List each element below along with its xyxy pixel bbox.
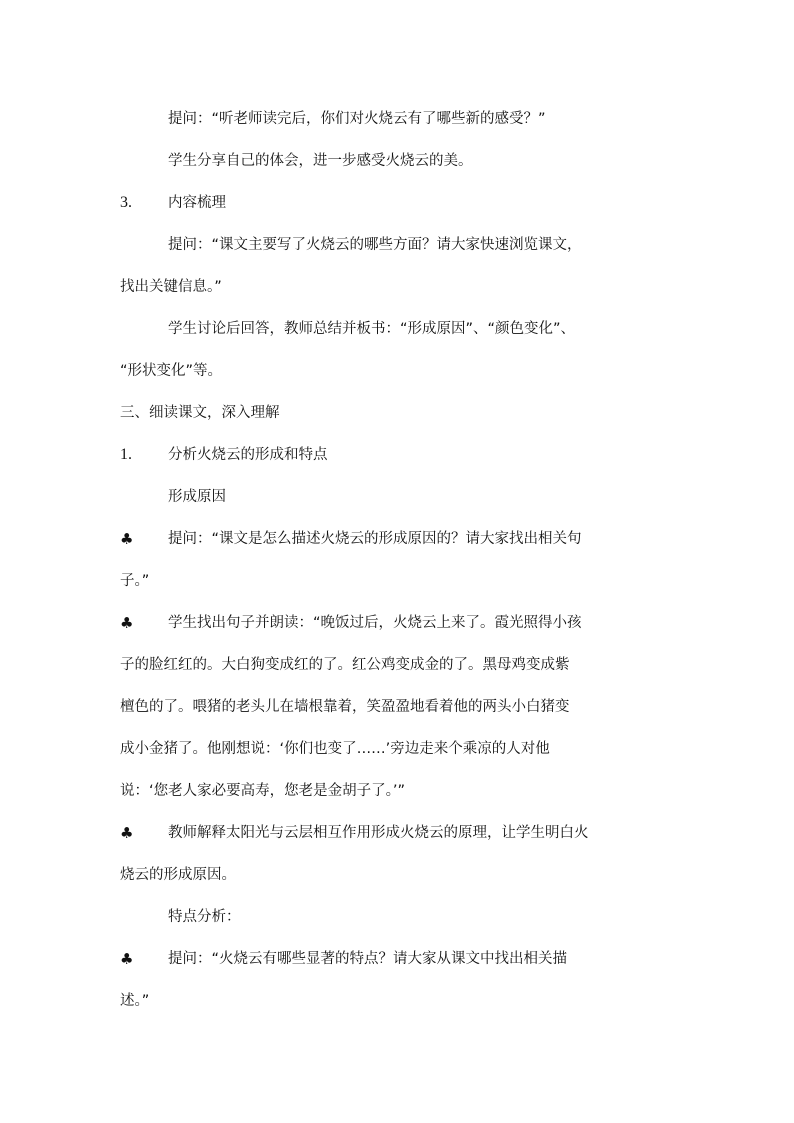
club-bullet-icon: ♣	[120, 950, 134, 968]
line-text: 子的脸红红的。大白狗变成红的了。红公鸡变成金的了。黑母鸡变成紫	[120, 657, 570, 673]
line-text: 成小金猪了。他刚想说：‘你们也变了……’旁边走来个乘凉的人对他	[120, 741, 550, 757]
line-text: 形成原因	[168, 489, 226, 505]
list-number: 3.	[120, 194, 132, 211]
list-number: 1.	[120, 446, 132, 463]
line-text: 子。”	[120, 573, 150, 589]
line-text: 提问：“火烧云有哪些显著的特点？请大家从课文中找出相关描	[168, 951, 568, 967]
club-bullet-icon: ♣	[120, 530, 134, 548]
line-text: 提问：“课文主要写了火烧云的哪些方面？请大家快速浏览课文，	[168, 237, 582, 253]
line-text: 分析火烧云的形成和特点	[168, 447, 328, 463]
line-text: 特点分析：	[168, 909, 241, 925]
line-text: 提问：“课文是怎么描述火烧云的形成原因的？请大家找出相关句	[168, 531, 582, 547]
line-text: 烧云的形成原因。	[120, 867, 236, 883]
line-text: 找出关键信息。”	[120, 279, 222, 295]
line-text: 教师解释太阳光与云层相互作用形成火烧云的原理，让学生明白火	[168, 825, 589, 841]
club-bullet-icon: ♣	[120, 614, 134, 632]
line-text: 内容梳理	[168, 195, 226, 211]
line-text: 说：‘您老人家必要高寿，您老是金胡子了。’”	[120, 783, 405, 799]
line-text: 学生找出句子并朗读：“晚饭过后，火烧云上来了。霞光照得小孩	[168, 615, 582, 631]
line-text: 述。”	[120, 993, 150, 1009]
line-text: 学生讨论后回答，教师总结并板书：“形成原因”、“颜色变化”、	[168, 321, 576, 337]
line-text: 提问：“听老师读完后，你们对火烧云有了哪些新的感受？”	[168, 111, 546, 127]
line-text: “形状变化”等。	[120, 363, 223, 379]
line-text: 檀色的了。喂猪的老头儿在墙根靠着，笑盈盈地看着他的两头小白猪变	[120, 699, 570, 715]
line-text: 学生分享自己的体会，进一步感受火烧云的美。	[168, 153, 473, 169]
line-text: 三、细读课文，深入理解	[120, 405, 280, 421]
club-bullet-icon: ♣	[120, 824, 134, 842]
